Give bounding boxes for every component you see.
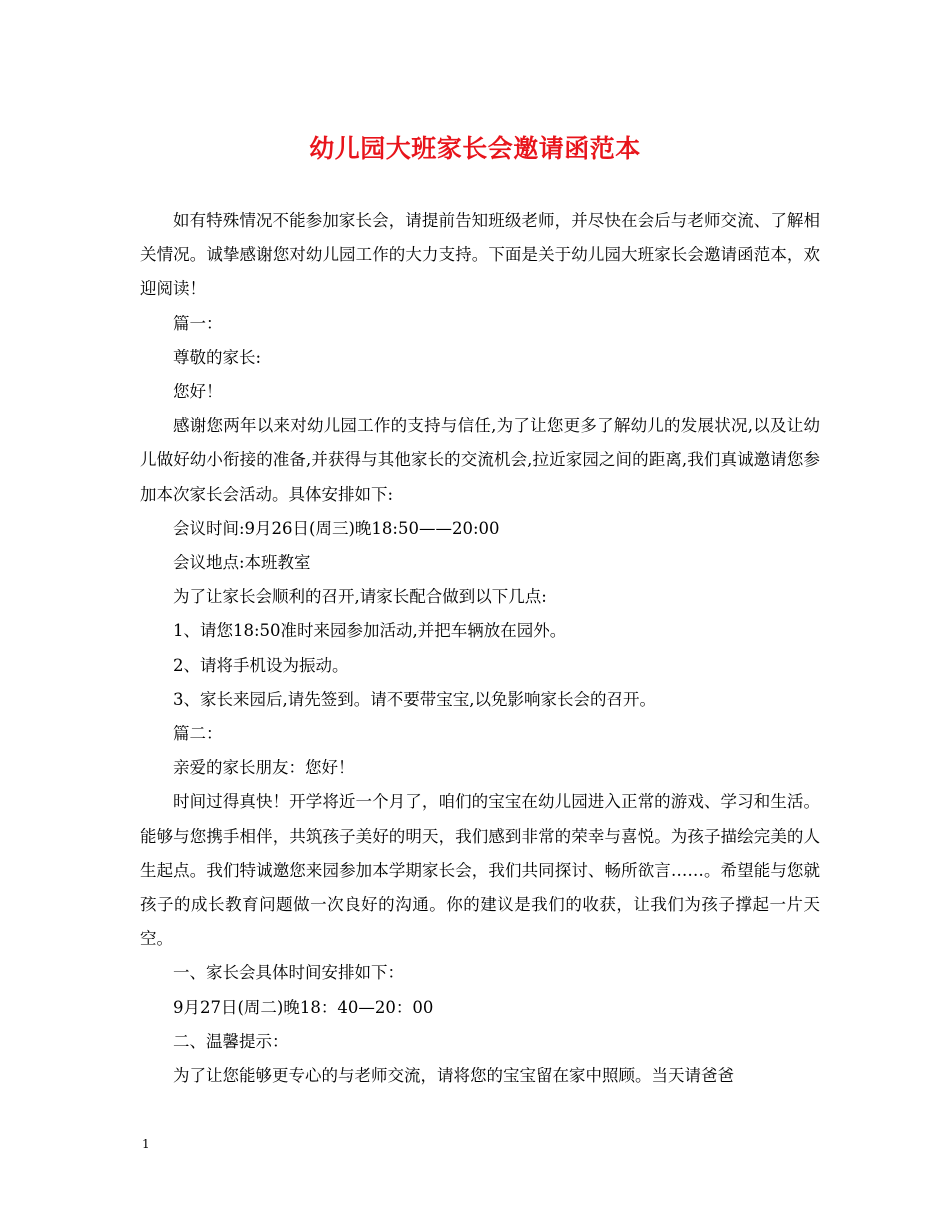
document-body: [140, 204, 820, 1093]
paragraph-body-1: 感谢您两年以来对幼儿园工作的支持与信任,为了让您更多了解幼儿的发展状况,以及让幼儿做好幼小衔接的准备,并获得与其他家长的交流机会,拉近家园之间的距离,我们真诚邀请您参加本次家长会活动。具体安排如下:: [140, 416, 820, 504]
notice-item-1: 1、请您18:50准时来园参加活动,并把车辆放在园外。: [173, 621, 567, 641]
meeting-location-1: 会议地点:本班教室: [173, 553, 311, 573]
greeting-1: 您好！: [173, 382, 223, 402]
meeting-time-2: 9月27日(周二)晚18：40—20：00: [173, 997, 434, 1017]
tips-text: 为了让您能够更专心的与老师交流，请将您的宝宝留在家中照顾。当天请爸爸: [173, 1066, 734, 1086]
paragraph-intro: 如有特殊情况不能参加家长会，请提前告知班级老师，并尽快在会后与老师交流、了解相关情况。诚挚感谢您对幼儿园工作的大力支持。下面是关于幼儿园大班家长会邀请函范本，欢迎阅读！: [140, 211, 820, 299]
document-title: 幼儿园大班家长会邀请函范本: [309, 134, 641, 163]
notice-item-3: 3、家长来园后,请先签到。请不要带宝宝,以免影响家长会的召开。: [173, 689, 656, 709]
section-heading-2: 篇二：: [173, 724, 223, 744]
page-number: 1: [142, 1137, 150, 1151]
notice-intro-1: 为了让家长会顺利的召开,请家长配合做到以下几点:: [173, 587, 547, 607]
notice-item-2: 2、请将手机设为振动。: [173, 655, 349, 675]
salutation-1: 尊敬的家长:: [173, 347, 262, 367]
meeting-time-1: 会议时间:9月26日(周三)晚18:50——20:00: [173, 518, 500, 538]
paragraph-body-2: 时间过得真快！开学将近一个月了，咱们的宝宝在幼儿园进入正常的游戏、学习和生活。能够与您携手相伴，共筑孩子美好的明天，我们感到非常的荣幸与喜悦。为孩子描绘完美的人生起点。我们特诚邀您来园参加本学期家长会，我们共同探讨、畅所欲言……。希望能与您就孩子的成长教育问题做一次良好的沟通。你的建议是我们的收获，让我们为孩子撑起一片天空。: [140, 792, 820, 949]
schedule-heading: 一、家长会具体时间安排如下：: [173, 963, 404, 983]
section-heading-1: 篇一：: [173, 313, 223, 333]
tips-heading: 二、温馨提示：: [173, 1031, 289, 1051]
salutation-2: 亲爱的家长朋友：您好！: [173, 758, 355, 778]
